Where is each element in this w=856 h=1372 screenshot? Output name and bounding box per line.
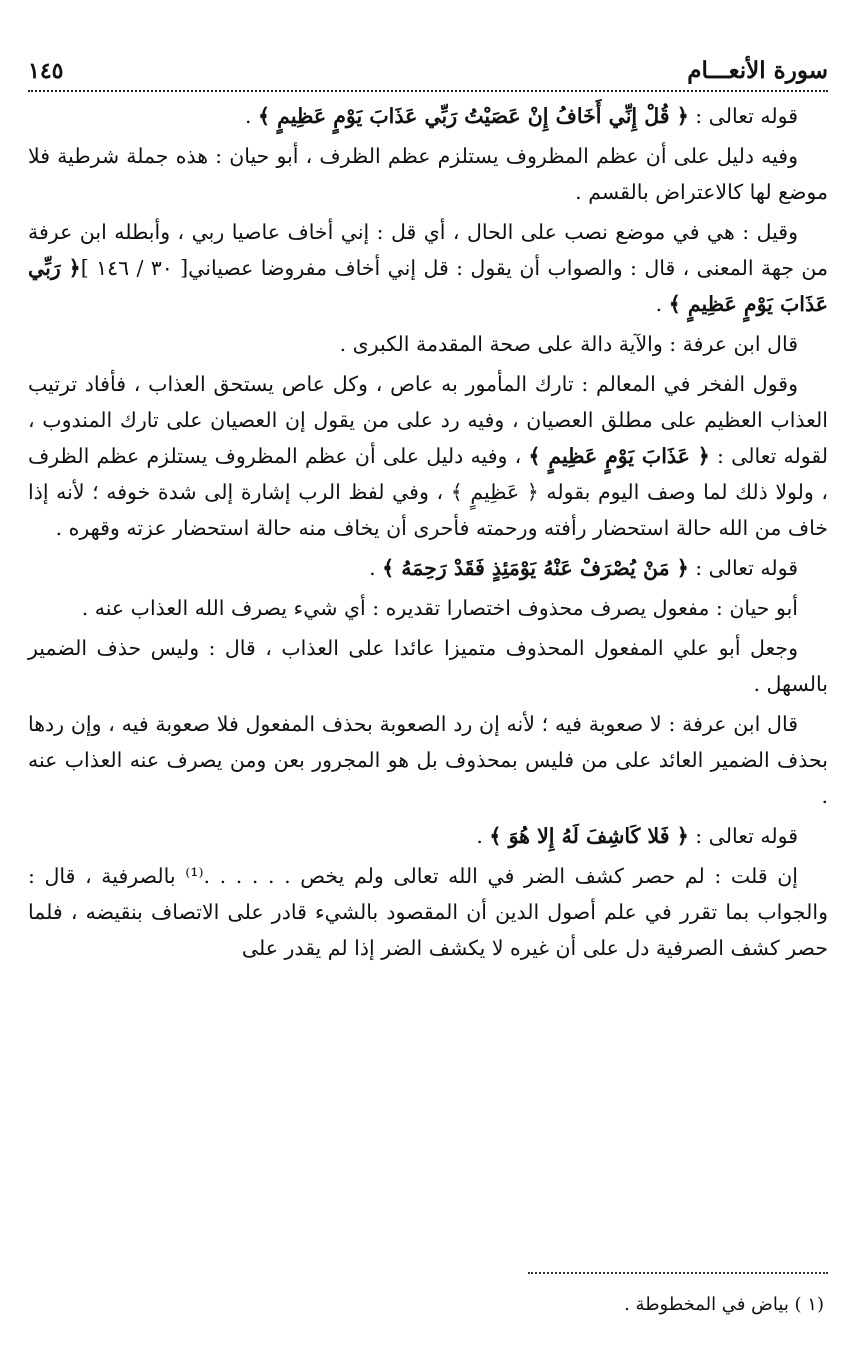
paragraph [28,550,828,586]
quran-verse: ﴿ عَذَابَ يَوْمٍ عَظِيمٍ ﴾ [528,444,710,468]
paragraph-text: قال ابن عرفة : والآية دالة على صحة المقدمة الكبرى . [339,332,798,356]
paragraph [28,366,828,546]
paragraph [28,590,828,626]
paragraph-text: أبو حيان : مفعول يصرف محذوف اختصارا تقديره : أي شيء يصرف الله العذاب عنه . [81,596,798,620]
quran-verse: ﴿ قُلْ إِنِّي أَخَافُ إِنْ عَصَيْتُ رَبِّي عَذَابَ يَوْمٍ عَظِيمٍ ﴾ [258,104,689,128]
paragraph-text: . [369,556,383,580]
quran-verse: ﴿ فَلا كَاشِفَ لَهُ إِلا هُوَ ﴾ [489,824,689,848]
quran-verse: ﴿ رَبِّي عَذَابَ يَوْمٍ عَظِيمٍ ﴾ [28,256,828,316]
paragraph [28,818,828,854]
paragraph-text: قوله تعالى : [688,104,798,128]
quran-verse: ﴿ مَنْ يُصْرَفْ عَنْهُ يَوْمَئِذٍ فَقَدْ رَحِمَهُ ﴾ [382,556,689,580]
paragraph [28,326,828,362]
paragraph [28,98,828,134]
paragraph-text: قوله تعالى : [688,824,798,848]
paragraph [28,214,828,322]
paragraph-text: . [244,104,259,128]
footnote: (١ ) بياض في المخطوطة . [624,1294,824,1315]
paragraph [28,706,828,814]
running-header [28,44,828,92]
paragraph [28,858,828,966]
paragraph-text: قال ابن عرفة : لا صعوبة فيه ؛ لأنه إن رد الصعوبة بحذف المفعول فلا صعوبة فيه ، وإن ردها بحذف الضمير العائد على من فليس بمحذوف بل هو المجرور بعن ومن يصرف عنه العذاب عنه . [28,712,828,808]
body-text [28,98,828,966]
paragraph [28,138,828,210]
paragraph [28,630,828,702]
running-title: سورة الأنعـــام [679,57,828,84]
paragraph-text: وقول الفخر في المعالم : تارك المأمور به عاص ، وكل عاص يستحق العذاب ، فأفاد ترتيب العذاب العظيم على مطلق العصيان ، وفيه رد على من يقول إن العصيان على تارك المندوب ، لقوله تعالى : [28,372,828,468]
paragraph-text: وفيه دليل على أن عظم المظروف يستلزم عظم الظرف ، أبو حيان : هذه جملة شرطية فلا موضع لها كالاعتراض بالقسم . [28,144,828,204]
paragraph-text: قوله تعالى : [688,556,798,580]
paragraph-text: . [476,824,490,848]
paragraph-text: ، وفيه دليل على أن عظم المظروف يستلزم عظم الظرف ، ولولا ذلك لما وصف اليوم بقوله ﴿ عَظِيمٍ ﴾ ، وفي لفظ الرب إشارة إلى شدة خوفه ؛ لأنه إذا خاف من الله حالة استحضار رأفته ورحمته فأحرى أن يخاف منه حالة استحضار عزته وقهره . [28,444,828,540]
footnote-divider [528,1272,828,1274]
paragraph-text: إن قلت : لم حصر كشف الضر في الله تعالى ولم يخص . . . . . .⁽¹⁾ بالصرفية ، قال : والجواب بما تقرر في علم أصول الدين أن المقصود بالشيء قادر على الاتصاف بنقيضه ، فلما حصر كشف الصرفية دل على أن غيره لا يكشف الضر إذا لم يقدر على [28,864,828,960]
footnote-area [28,1272,828,1318]
page-number: ١٤٥ [28,58,71,84]
manuscript-page [28,44,828,1344]
paragraph-text: وقيل : هي في موضع نصب على الحال ، أي قل : إني أخاف عاصيا ربي ، وأبطله ابن عرفة من جهة المعنى ، قال : والصواب أن يقول : قل إني أخاف مفروضا عصياني[ ٣٠ / ١٤٦ ] [28,220,828,280]
paragraph-text: . [655,292,669,316]
paragraph-text: وجعل أبو علي المفعول المحذوف متميزا عائدا على العذاب ، قال : وليس حذف الضمير بالسهل . [28,636,828,696]
